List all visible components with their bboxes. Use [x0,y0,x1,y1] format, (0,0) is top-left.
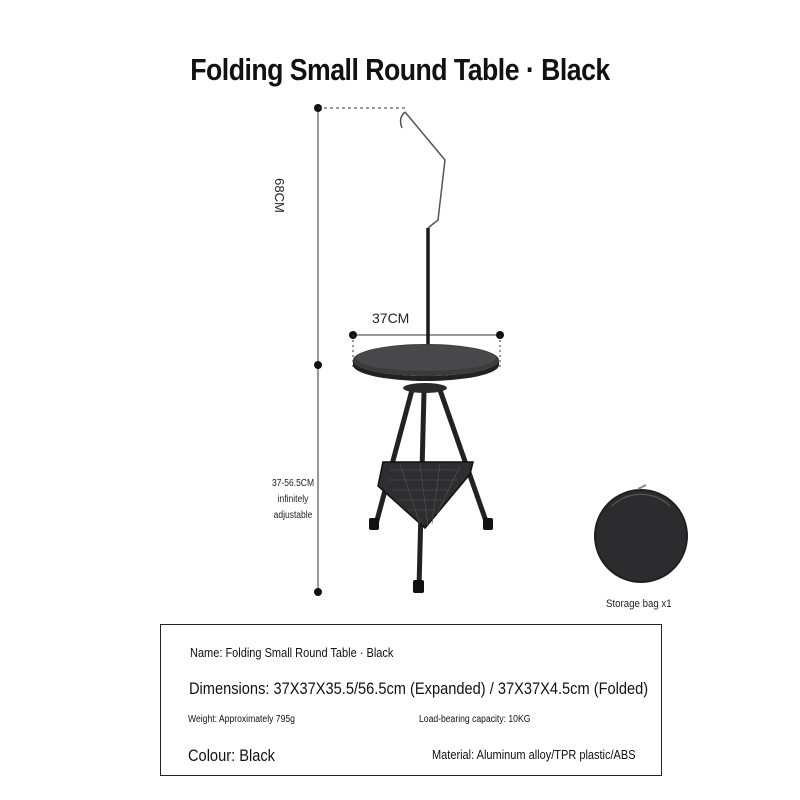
height-label: 68CM [271,178,287,213]
adjustable-height-label [267,476,320,524]
adjustable-range: 37-56.5CM [271,478,315,489]
storage-bag-label: Storage bag x1 [606,598,672,610]
table-top [353,344,499,381]
spec-weight: Weight: Approximately 795g [188,714,295,725]
lantern-hanger [401,112,445,366]
spec-material: Material: Aluminum alloy/TPR plastic/ABS [432,748,636,762]
storage-bag [594,485,688,583]
adjustable-line-3: adjustable [273,510,313,521]
spec-dimensions: Dimensions: 37X37X35.5/56.5cm (Expanded) / 37X37X4.5cm (Folded) [189,679,649,698]
mesh-basket [378,462,473,528]
adjustable-line-2: infinitely [277,494,309,505]
page-title: Folding Small Round Table · Black [190,52,610,87]
spec-name: Name: Folding Small Round Table · Black [190,646,394,660]
width-label: 37CM [372,310,410,326]
spec-colour: Colour: Black [188,746,275,765]
spec-load-bearing: Load-bearing capacity: 10KG [419,714,531,725]
spec-box [160,624,662,776]
